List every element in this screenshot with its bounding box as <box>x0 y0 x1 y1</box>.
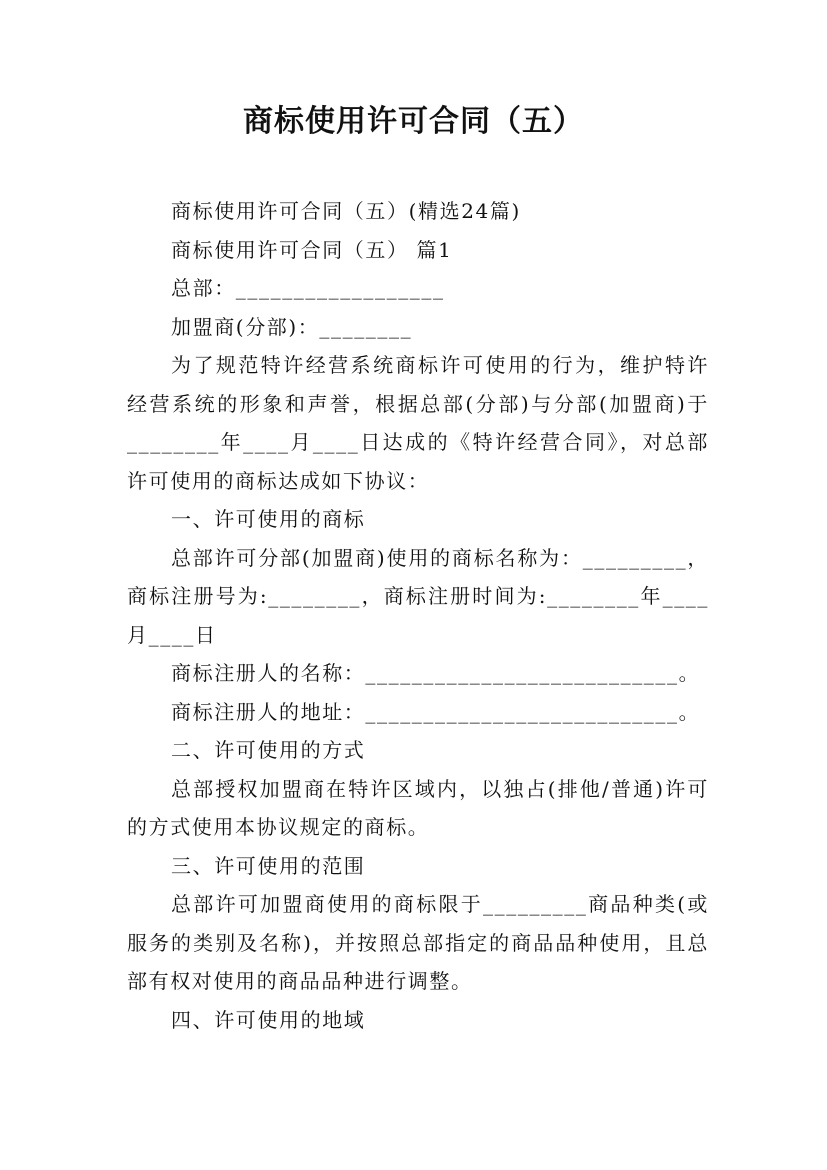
document-title: 商标使用许可合同（五） <box>243 104 584 139</box>
headquarters-field: 总部：__________________ <box>171 276 445 300</box>
subtitle-line: 商标使用许可合同（五）(精选24篇) <box>171 199 521 223</box>
section-label-line: 商标使用许可合同（五） 篇1 <box>171 237 453 262</box>
section-3-paragraph: 总部许可加盟商使用的商标限于_________商品种类(或服务的类别及名称)，并按照总部指定的商品品种使用，且总部有权对使用的商品品种进行调整。 <box>127 892 709 993</box>
document-body <box>127 192 709 1039</box>
registrant-name-field: 商标注册人的名称：___________________________。 <box>171 661 701 685</box>
section-3-heading: 三、许可使用的范围 <box>171 853 366 878</box>
section-2-heading: 二、许可使用的方式 <box>171 738 366 762</box>
franchisee-field: 加盟商(分部)：________ <box>171 314 413 339</box>
section-1-paragraph: 总部许可分部(加盟商)使用的商标名称为：_________，商标注册号为:________，商标注册时间为:________年____月____日 <box>127 545 709 647</box>
registrant-address-field: 商标注册人的地址：___________________________。 <box>171 699 701 724</box>
section-4-heading: 四、许可使用的地域 <box>171 1007 366 1032</box>
section-1-heading: 一、许可使用的商标 <box>171 507 366 531</box>
section-2-paragraph: 总部授权加盟商在特许区域内，以独占(排他/普通)许可的方式使用本协议规定的商标。 <box>127 776 709 839</box>
intro-paragraph: 为了规范特许经营系统商标许可使用的行为，维护特许经营系统的形象和声誉，根据总部(分部)与分部(加盟商)于________年____月____日达成的《特许经营合同》，对总部许可使用的商标达成如下协议： <box>127 353 709 493</box>
